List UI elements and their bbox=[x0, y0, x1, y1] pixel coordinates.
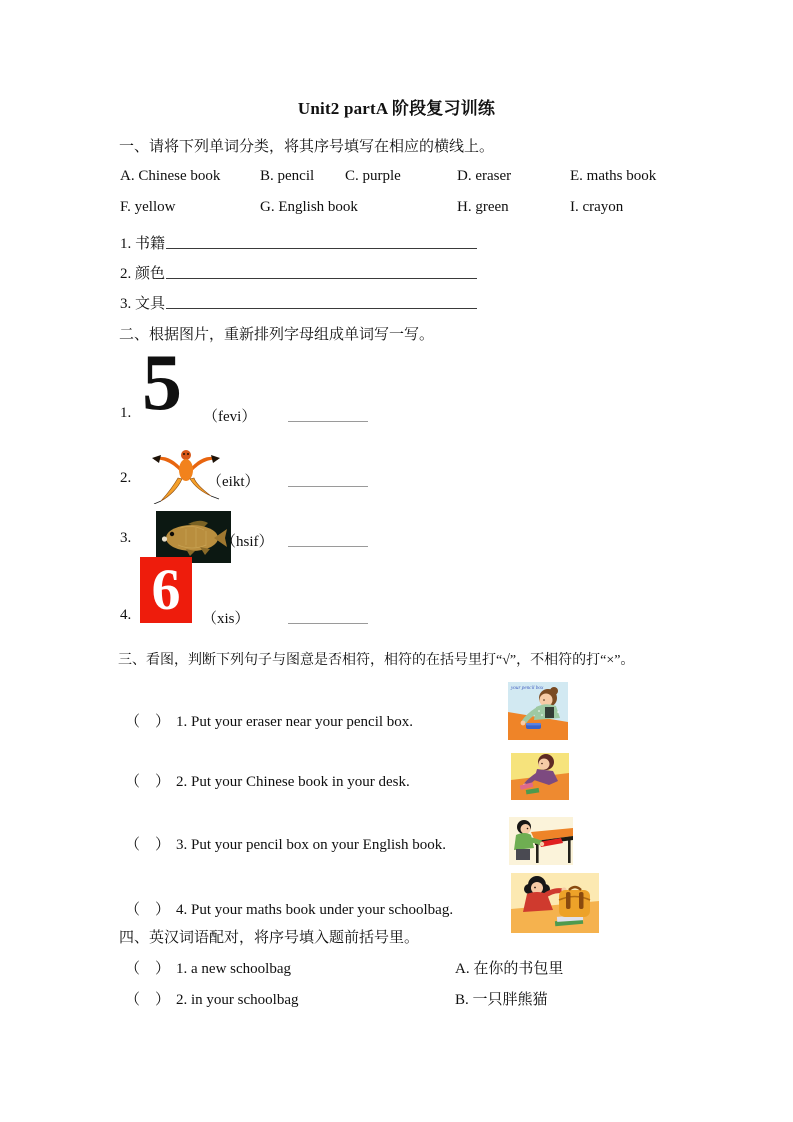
item4-answer-blank[interactable] bbox=[288, 623, 368, 624]
match-right-b: B. 一只胖熊猫 bbox=[455, 992, 548, 1008]
match-left-2-text: 2. in your schoolbag bbox=[176, 992, 299, 1008]
answer-line-stationery[interactable] bbox=[166, 308, 477, 309]
sentence-4-text: 4. Put your maths book under your schoolbag. bbox=[176, 902, 454, 918]
section3-heading: 三、看图，判断下列句子与图意是否相符，相符的在括号里打“√”，不相符的打“×”。 bbox=[118, 653, 635, 668]
option-a: A. Chinese book bbox=[120, 168, 221, 184]
option-e: E. maths book bbox=[570, 168, 657, 184]
option-h: H. green bbox=[457, 199, 509, 215]
option-i: I. crayon bbox=[570, 199, 624, 215]
option-b: B. pencil bbox=[260, 168, 315, 184]
classify-label-books: 1. 书籍 bbox=[120, 236, 166, 252]
item4-number: 4. bbox=[120, 607, 132, 623]
judge-sentence-3 bbox=[125, 833, 446, 854]
page-title: Unit2 partA 阶段复习训练 bbox=[297, 99, 496, 118]
item3-number: 3. bbox=[120, 530, 132, 546]
match-bracket-2[interactable]: （ ） bbox=[125, 992, 171, 1008]
illustration-caption: your pencil box bbox=[511, 685, 544, 691]
item1-answer-blank[interactable] bbox=[288, 421, 368, 422]
numeral-five-image: 5 bbox=[142, 339, 182, 427]
item4-letter-hint: （xis） bbox=[202, 611, 250, 627]
sentence-2-text: 2. Put your Chinese book in your desk. bbox=[176, 774, 410, 790]
match-left-2 bbox=[125, 988, 299, 1009]
red-six-image bbox=[140, 557, 192, 623]
sentence-3-text: 3. Put your pencil box on your English book. bbox=[176, 837, 447, 853]
item1-number: 1. bbox=[120, 405, 132, 421]
answer-bracket-2[interactable]: （ ） bbox=[125, 774, 171, 790]
item3-answer-blank[interactable] bbox=[288, 546, 368, 547]
match-left-1 bbox=[125, 957, 291, 978]
answer-bracket-1[interactable]: （ ） bbox=[125, 714, 171, 730]
judge-sentence-4 bbox=[125, 898, 453, 919]
answer-bracket-4[interactable]: （ ） bbox=[125, 902, 171, 918]
sentence-1-text: 1. Put your eraser near your pencil box. bbox=[176, 714, 414, 730]
section4-heading: 四、英汉词语配对，将序号填入题前括号里。 bbox=[119, 930, 420, 946]
match-left-1-text: 1. a new schoolbag bbox=[176, 961, 291, 977]
answer-bracket-3[interactable]: （ ） bbox=[125, 837, 171, 853]
item2-number: 2. bbox=[120, 470, 132, 486]
item3-letter-hint: （hsif） bbox=[221, 534, 274, 550]
option-d: D. eraser bbox=[457, 168, 512, 184]
item2-answer-blank[interactable] bbox=[288, 486, 368, 487]
classify-label-colours: 2. 颜色 bbox=[120, 266, 166, 282]
section2-heading: 二、根据图片，重新排列字母组成单词写一写。 bbox=[119, 327, 435, 343]
judge-sentence-1 bbox=[125, 710, 413, 731]
option-f: F. yellow bbox=[120, 199, 176, 215]
match-right-a: A. 在你的书包里 bbox=[455, 961, 564, 977]
answer-line-colours[interactable] bbox=[166, 278, 477, 279]
illustration-packing-schoolbag bbox=[495, 855, 599, 956]
section1-heading: 一、请将下列单词分类，将其序号填写在相应的横线上。 bbox=[119, 139, 495, 155]
item2-letter-hint: （eikt） bbox=[207, 474, 260, 490]
option-c: C. purple bbox=[345, 168, 401, 184]
match-bracket-1[interactable]: （ ） bbox=[125, 961, 171, 977]
judge-sentence-2 bbox=[125, 770, 410, 791]
item1-letter-hint: （fevi） bbox=[203, 409, 257, 425]
classify-label-stationery: 3. 文具 bbox=[120, 296, 166, 312]
answer-line-books[interactable] bbox=[166, 248, 477, 249]
numeral-six: 6 bbox=[151, 557, 181, 622]
option-g: G. English book bbox=[260, 199, 358, 215]
